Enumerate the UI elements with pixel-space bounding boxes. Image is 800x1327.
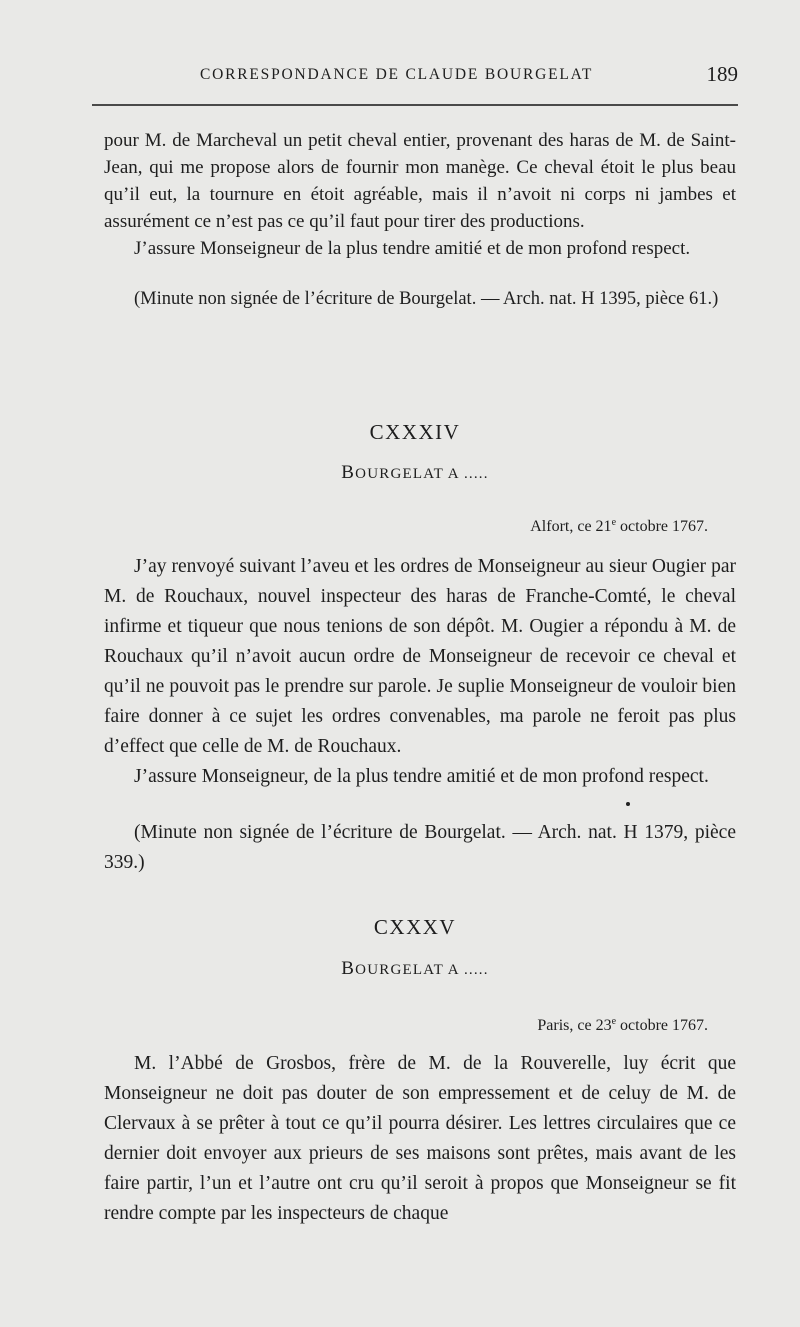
date-line (530, 517, 708, 536)
ink-dot (626, 802, 630, 806)
date-rest: octobre 1767. (616, 518, 708, 535)
date-place: Alfort, ce 21 (530, 518, 612, 535)
addressee-initial: B (341, 462, 356, 483)
body-paragraph: J’ay renvoyé suivant l’aveu et les ordres de Monseigneur au sieur Ougier par M. de Rouchaux, nouvel inspecteur des haras de Franche-Comté, le cheval infirme et tiqueur que nous tenions de son dépôt. M. Ougier a répondu à M. de Rouchaux qu’il n’avoit aucun ordre de Monseigneur de recevoir ce cheval et qu’il ne pouvoit pas le prendre sur parole. Je suplie Monseigneur de vouloir bien faire donner à ce sujet les ordres convenables, ma parole ne feroit pas plus d’effect que celle de M. de Rouchaux. (104, 556, 736, 757)
addressee-rest: OURGELAT A ..... (355, 466, 489, 482)
date-superscript: e (611, 1016, 617, 1027)
addressee-rest: OURGELAT A ..... (355, 962, 489, 978)
previous-letter-end (104, 127, 736, 313)
letter-body (104, 552, 736, 878)
date-place: Paris, ce 23 (537, 1017, 612, 1034)
date-rest: octobre 1767. (616, 1017, 708, 1034)
header-rule (92, 104, 738, 106)
running-title: CORRESPONDANCE DE CLAUDE BOURGELAT (200, 66, 594, 83)
page-number: 189 (706, 62, 738, 86)
source-note: (Minute non signée de l’écriture de Bourgelat. — Arch. nat. H 1395, pièce 61.) (134, 289, 719, 309)
letter-addressee (92, 462, 738, 484)
letter-number: CXXXV (373, 915, 457, 939)
body-paragraph: M. l’Abbé de Grosbos, frère de M. de la Rouverelle, luy écrit que Monseigneur ne doit pas douter de son empressement et de celuy de M. de Clervaux à se prêter à tout ce qu’il pourra désirer. Les lettres circulaires que ce dernier doit envoyer aux prieurs de ses maisons sont prêtes, mais avant de les faire partir, l’un et l’autre ont cru qu’il seroit à propos que Monseigneur se fit rendre compte par les inspecteurs de chaque (104, 1053, 736, 1224)
closing-paragraph: J’assure Monseigneur, de la plus tendre amitié et de mon profond respect. (134, 766, 709, 787)
addressee-initial: B (341, 958, 356, 979)
date-superscript: e (611, 517, 617, 528)
source-note: (Minute non signée de l’écriture de Bourgelat. — Arch. nat. H 1379, pièce 339.) (104, 822, 736, 873)
letter-number: CXXXIV (369, 420, 461, 444)
continuation-paragraph: pour M. de Marcheval un petit cheval entier, provenant des haras de M. de Saint-Jean, qui me propose alors de fournir mon manège. Ce cheval étoit le plus beau qu’il eut, la tournure en étoit agréable, mais il n’avoit ni corps ni jambes et assurément ce n’est pas ce qu’il faut pour tirer des productions. (104, 130, 736, 232)
date-line (537, 1016, 708, 1035)
closing-paragraph: J’assure Monseigneur de la plus tendre amitié et de mon profond respect. (134, 238, 691, 259)
page-header (92, 62, 738, 92)
letter-body (104, 1049, 736, 1229)
letter-addressee (92, 958, 738, 980)
